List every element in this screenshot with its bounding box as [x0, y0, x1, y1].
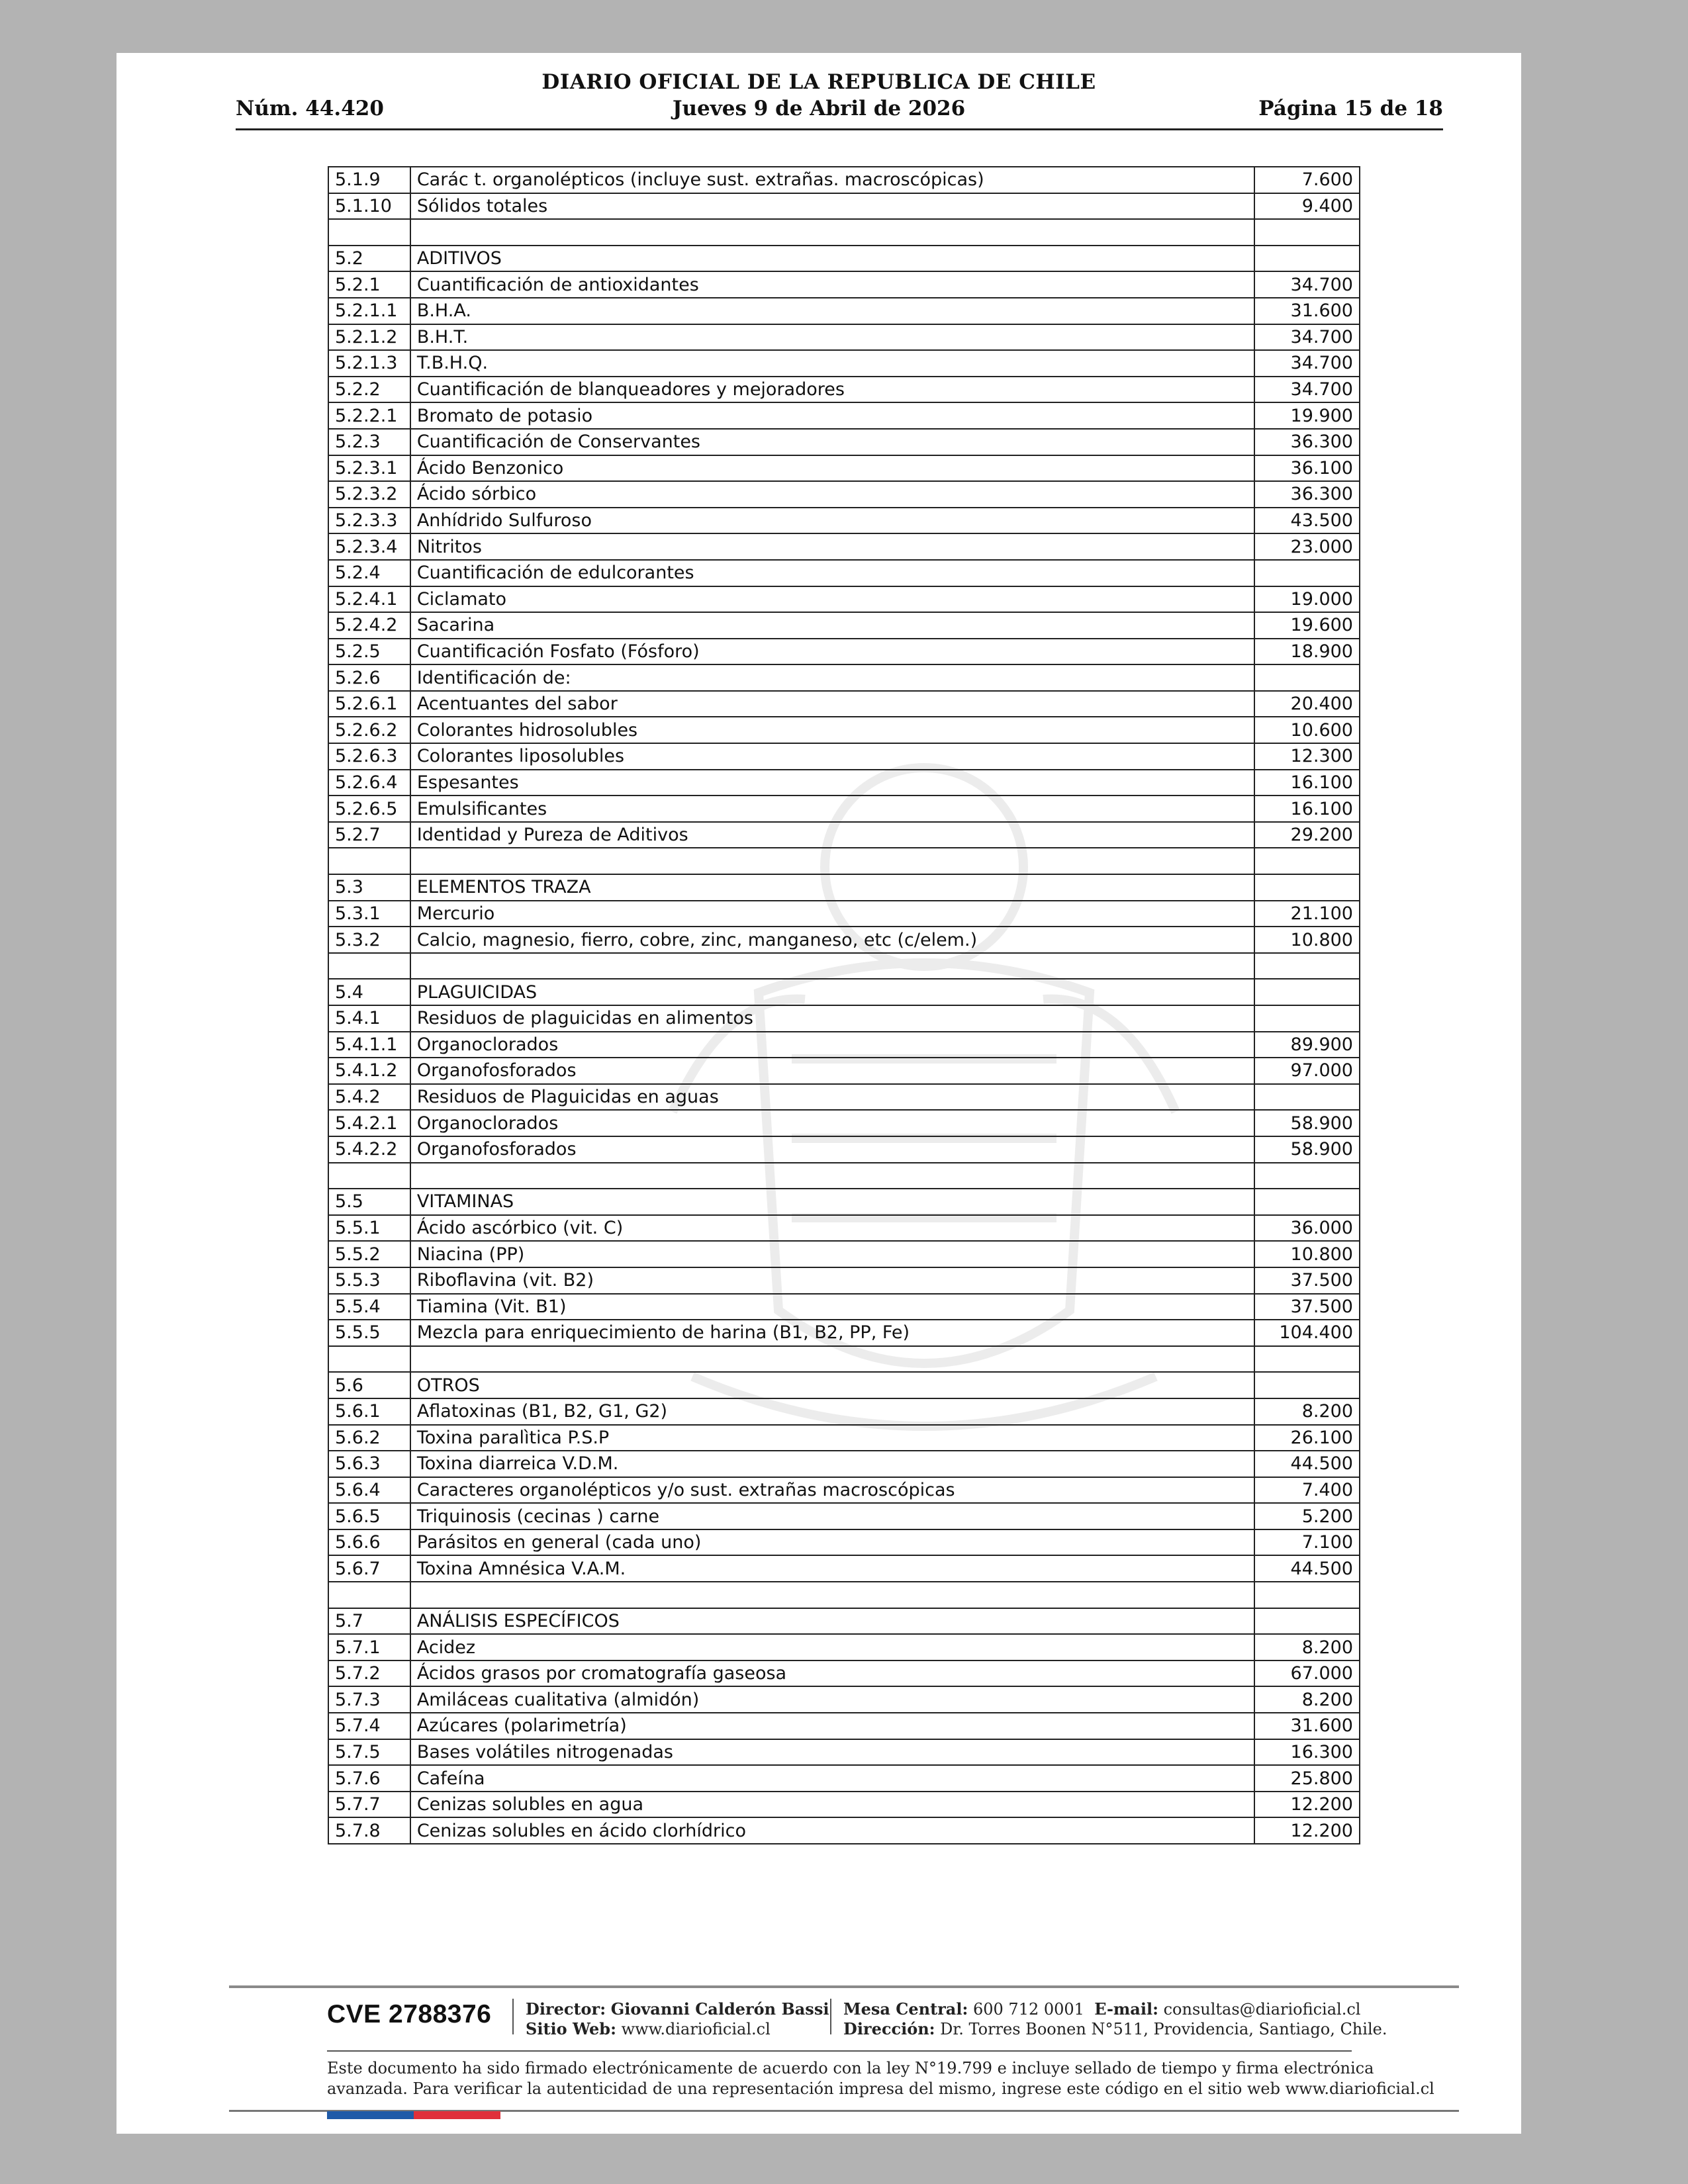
- row-description: Azúcares (polarimetría): [410, 1713, 1254, 1739]
- row-description: Colorantes hidrosolubles: [410, 717, 1254, 743]
- row-value: [1254, 664, 1360, 691]
- row-value: 26.100: [1254, 1425, 1360, 1451]
- row-value: 58.900: [1254, 1110, 1360, 1136]
- row-code: 5.6.2: [328, 1425, 410, 1451]
- row-description: Toxina diarreica V.D.M.: [410, 1451, 1254, 1477]
- row-value: 19.000: [1254, 586, 1360, 613]
- row-value: 5.200: [1254, 1503, 1360, 1529]
- row-description: Cenizas solubles en ácido clorhídrico: [410, 1817, 1254, 1844]
- row-description: Cuantificación de antioxidantes: [410, 271, 1254, 298]
- table-row: [328, 874, 1360, 901]
- row-value: 89.900: [1254, 1032, 1360, 1058]
- row-code: 5.7.3: [328, 1686, 410, 1713]
- email-label: E-mail:: [1094, 1999, 1158, 2019]
- table-row: [328, 298, 1360, 324]
- row-description: ELEMENTOS TRAZA: [410, 874, 1254, 901]
- row-description: Ácido Benzonico: [410, 455, 1254, 482]
- row-value: [1254, 219, 1360, 246]
- row-description: Riboflavina (vit. B2): [410, 1267, 1254, 1294]
- row-value: 8.200: [1254, 1634, 1360, 1661]
- row-code: 5.7.2: [328, 1661, 410, 1687]
- row-code: 5.6: [328, 1372, 410, 1398]
- table-row: [328, 193, 1360, 220]
- row-value: 97.000: [1254, 1058, 1360, 1084]
- row-value: [1254, 979, 1360, 1005]
- row-description: Amiláceas cualitativa (almidón): [410, 1686, 1254, 1713]
- row-value: 36.000: [1254, 1215, 1360, 1242]
- row-value: 7.400: [1254, 1477, 1360, 1504]
- row-description: Toxina paralìtica P.S.P: [410, 1425, 1254, 1451]
- row-code: 5.2.3.2: [328, 481, 410, 508]
- row-code: [328, 848, 410, 874]
- row-code: 5.3.1: [328, 901, 410, 927]
- table-row: [328, 1634, 1360, 1661]
- row-description: Nitritos: [410, 533, 1254, 560]
- table-row: [328, 350, 1360, 377]
- table-row: [328, 1058, 1360, 1084]
- table-row: [328, 612, 1360, 639]
- row-value: 36.300: [1254, 481, 1360, 508]
- row-code: [328, 1163, 410, 1189]
- row-description: Residuos de plaguicidas en alimentos: [410, 1005, 1254, 1032]
- row-description: B.H.A.: [410, 298, 1254, 324]
- row-description: Acentuantes del sabor: [410, 691, 1254, 717]
- table-row: [328, 1398, 1360, 1425]
- row-description: ANÁLISIS ESPECÍFICOS: [410, 1608, 1254, 1635]
- row-description: Identificación de:: [410, 664, 1254, 691]
- table-row: [328, 691, 1360, 717]
- row-value: 23.000: [1254, 533, 1360, 560]
- row-description: Cafeína: [410, 1765, 1254, 1792]
- footer-divider-mid: [327, 2050, 1352, 2052]
- row-code: 5.3.2: [328, 927, 410, 953]
- row-value: [1254, 246, 1360, 272]
- table-row: [328, 770, 1360, 796]
- row-value: 104.400: [1254, 1320, 1360, 1346]
- table-row: [328, 979, 1360, 1005]
- table-row: [328, 1136, 1360, 1163]
- row-code: 5.4.1: [328, 1005, 410, 1032]
- row-value: 10.600: [1254, 717, 1360, 743]
- footer-separator: [830, 1999, 831, 2034]
- row-value: 12.200: [1254, 1792, 1360, 1818]
- row-description: T.B.H.Q.: [410, 350, 1254, 377]
- row-code: 5.4.1.2: [328, 1058, 410, 1084]
- row-value: 16.100: [1254, 770, 1360, 796]
- table-row: [328, 639, 1360, 665]
- row-description: Organoclorados: [410, 1032, 1254, 1058]
- row-value: 20.400: [1254, 691, 1360, 717]
- row-description: Espesantes: [410, 770, 1254, 796]
- header-divider: [236, 128, 1443, 130]
- row-value: [1254, 560, 1360, 586]
- row-description: Tiamina (Vit. B1): [410, 1294, 1254, 1320]
- row-value: [1254, 1346, 1360, 1373]
- row-value: 8.200: [1254, 1686, 1360, 1713]
- row-value: [1254, 848, 1360, 874]
- row-code: 5.6.1: [328, 1398, 410, 1425]
- row-code: 5.3: [328, 874, 410, 901]
- row-code: 5.6.4: [328, 1477, 410, 1504]
- table-row: [328, 1425, 1360, 1451]
- footer-contact-block: [843, 1999, 1387, 2039]
- table-row: [328, 1608, 1360, 1635]
- row-description: Identidad y Pureza de Aditivos: [410, 822, 1254, 848]
- issue-number: Núm. 44.420: [236, 97, 384, 120]
- row-code: 5.5.1: [328, 1215, 410, 1242]
- row-code: 5.4.1.1: [328, 1032, 410, 1058]
- table-row: [328, 1661, 1360, 1687]
- row-value: 29.200: [1254, 822, 1360, 848]
- row-value: 37.500: [1254, 1294, 1360, 1320]
- footer-separator: [512, 1999, 514, 2034]
- row-value: [1254, 1608, 1360, 1635]
- row-description: Sólidos totales: [410, 193, 1254, 220]
- row-code: 5.2.3: [328, 429, 410, 455]
- row-code: 5.7.8: [328, 1817, 410, 1844]
- row-value: [1254, 1189, 1360, 1215]
- address-value: Dr. Torres Boonen N°511, Providencia, Santiago, Chile.: [940, 2020, 1387, 2038]
- row-description: Emulsificantes: [410, 796, 1254, 822]
- table-row: [328, 1503, 1360, 1529]
- issue-date: Jueves 9 de Abril de 2026: [672, 97, 966, 120]
- row-code: 5.5.5: [328, 1320, 410, 1346]
- table-row: [328, 533, 1360, 560]
- table-row: [328, 508, 1360, 534]
- table-row: [328, 1110, 1360, 1136]
- table-row: [328, 927, 1360, 953]
- row-description: Cenizas solubles en agua: [410, 1792, 1254, 1818]
- row-value: [1254, 1372, 1360, 1398]
- row-code: 5.7.6: [328, 1765, 410, 1792]
- row-code: 5.1.9: [328, 167, 410, 193]
- row-code: 5.4: [328, 979, 410, 1005]
- row-value: 31.600: [1254, 1713, 1360, 1739]
- row-description: Parásitos en general (cada uno): [410, 1529, 1254, 1556]
- row-code: 5.2.2: [328, 377, 410, 403]
- row-description: Cuantificación de blanqueadores y mejoradores: [410, 377, 1254, 403]
- row-value: 44.500: [1254, 1451, 1360, 1477]
- cve-code: CVE 2788376: [327, 2000, 492, 2028]
- row-code: 5.7: [328, 1608, 410, 1635]
- legal-line: avanzada. Para verificar la autenticidad de una representación impresa del mismo, ingrese este código en el sitio web www.diarioficial.cl: [327, 2079, 1434, 2098]
- table-row: [328, 324, 1360, 351]
- row-value: [1254, 953, 1360, 979]
- row-description: Mercurio: [410, 901, 1254, 927]
- row-code: 5.5.4: [328, 1294, 410, 1320]
- row-code: 5.2.1: [328, 271, 410, 298]
- table-row: [328, 1241, 1360, 1267]
- table-row: [328, 246, 1360, 272]
- table-row: [328, 1582, 1360, 1608]
- row-value: [1254, 1582, 1360, 1608]
- row-code: 5.6.5: [328, 1503, 410, 1529]
- row-code: [328, 219, 410, 246]
- row-code: 5.2.7: [328, 822, 410, 848]
- row-value: 34.700: [1254, 350, 1360, 377]
- row-value: 34.700: [1254, 324, 1360, 351]
- row-description: Organofosforados: [410, 1136, 1254, 1163]
- table-row: [328, 429, 1360, 455]
- row-description: Mezcla para enriquecimiento de harina (B1, B2, PP, Fe): [410, 1320, 1254, 1346]
- flag-stripe-red: [414, 2111, 500, 2119]
- row-description: Residuos de Plaguicidas en aguas: [410, 1084, 1254, 1111]
- row-code: 5.2.1.1: [328, 298, 410, 324]
- row-code: 5.2.4: [328, 560, 410, 586]
- row-description: OTROS: [410, 1372, 1254, 1398]
- row-code: 5.2.4.2: [328, 612, 410, 639]
- row-description: Carác t. organolépticos (incluye sust. extrañas. macroscópicas): [410, 167, 1254, 193]
- table-row: [328, 717, 1360, 743]
- row-code: 5.5.2: [328, 1241, 410, 1267]
- table-row: [328, 167, 1360, 193]
- table-row: [328, 1163, 1360, 1189]
- row-code: 5.2.6: [328, 664, 410, 691]
- row-description: Niacina (PP): [410, 1241, 1254, 1267]
- row-value: 21.100: [1254, 901, 1360, 927]
- row-code: 5.2.3.3: [328, 508, 410, 534]
- table-row: [328, 1817, 1360, 1844]
- table-row: [328, 377, 1360, 403]
- row-code: 5.5: [328, 1189, 410, 1215]
- row-code: 5.4.2.2: [328, 1136, 410, 1163]
- table-row: [328, 271, 1360, 298]
- row-code: 5.6.7: [328, 1555, 410, 1582]
- row-description: Ácidos grasos por cromatografía gaseosa: [410, 1661, 1254, 1687]
- row-code: 5.2.6.4: [328, 770, 410, 796]
- table-row: [328, 1032, 1360, 1058]
- row-code: 5.4.2.1: [328, 1110, 410, 1136]
- row-code: 5.2.6.1: [328, 691, 410, 717]
- row-description: Sacarina: [410, 612, 1254, 639]
- row-description: ADITIVOS: [410, 246, 1254, 272]
- email-link[interactable]: consultas@diarioficial.cl: [1163, 2000, 1361, 2019]
- table-row: [328, 402, 1360, 429]
- row-description: [410, 953, 1254, 979]
- footer-director-block: [526, 1999, 829, 2039]
- table-row: [328, 1005, 1360, 1032]
- row-description: [410, 848, 1254, 874]
- row-description: [410, 1163, 1254, 1189]
- table-row: [328, 1189, 1360, 1215]
- table-row: [328, 1739, 1360, 1766]
- row-value: 10.800: [1254, 1241, 1360, 1267]
- row-description: [410, 219, 1254, 246]
- row-code: 5.7.5: [328, 1739, 410, 1766]
- table-row: [328, 664, 1360, 691]
- row-description: Ácido ascórbico (vit. C): [410, 1215, 1254, 1242]
- table-row: [328, 1529, 1360, 1556]
- row-code: 5.2.6.2: [328, 717, 410, 743]
- row-code: 5.2.5: [328, 639, 410, 665]
- table-row: [328, 455, 1360, 482]
- row-description: Cuantificación de Conservantes: [410, 429, 1254, 455]
- table-row: [328, 1451, 1360, 1477]
- row-value: 36.100: [1254, 455, 1360, 482]
- table-row: [328, 1346, 1360, 1373]
- row-code: 5.2.1.2: [328, 324, 410, 351]
- row-code: 5.5.3: [328, 1267, 410, 1294]
- table-row: [328, 1084, 1360, 1111]
- table-row: [328, 1267, 1360, 1294]
- table-row: [328, 1477, 1360, 1504]
- row-description: B.H.T.: [410, 324, 1254, 351]
- row-description: Aflatoxinas (B1, B2, G1, G2): [410, 1398, 1254, 1425]
- web-label: Sitio Web:: [526, 2019, 616, 2038]
- row-description: Caracteres organolépticos y/o sust. extrañas macroscópicas: [410, 1477, 1254, 1504]
- row-value: 16.100: [1254, 796, 1360, 822]
- row-code: 5.1.10: [328, 193, 410, 220]
- row-code: 5.6.3: [328, 1451, 410, 1477]
- table-row: [328, 1320, 1360, 1346]
- row-description: Bases volátiles nitrogenadas: [410, 1739, 1254, 1766]
- table-row: [328, 848, 1360, 874]
- row-value: 19.600: [1254, 612, 1360, 639]
- row-description: Organoclorados: [410, 1110, 1254, 1136]
- row-code: 5.7.1: [328, 1634, 410, 1661]
- table-row: [328, 1713, 1360, 1739]
- address-label: Dirección:: [843, 2019, 935, 2038]
- flag-stripe-blue: [327, 2111, 414, 2119]
- row-code: [328, 1346, 410, 1373]
- row-value: 58.900: [1254, 1136, 1360, 1163]
- row-code: 5.2.4.1: [328, 586, 410, 613]
- table-row: [328, 1215, 1360, 1242]
- table-row: [328, 901, 1360, 927]
- table-row: [328, 560, 1360, 586]
- table-row: [328, 1686, 1360, 1713]
- row-value: 7.600: [1254, 167, 1360, 193]
- table-row: [328, 1372, 1360, 1398]
- row-description: Organofosforados: [410, 1058, 1254, 1084]
- web-link[interactable]: www.diarioficial.cl: [621, 2020, 771, 2038]
- row-value: 7.100: [1254, 1529, 1360, 1556]
- row-description: Ácido sórbico: [410, 481, 1254, 508]
- row-description: Calcio, magnesio, fierro, cobre, zinc, manganeso, etc (c/elem.): [410, 927, 1254, 953]
- table-row: [328, 1555, 1360, 1582]
- director-name: Giovanni Calderón Bassi: [610, 1999, 829, 2019]
- row-description: Colorantes liposolubles: [410, 743, 1254, 770]
- table-row: [328, 1294, 1360, 1320]
- newspaper-title: DIARIO OFICIAL DE LA REPUBLICA DE CHILE: [541, 70, 1096, 94]
- row-code: 5.2.1.3: [328, 350, 410, 377]
- row-value: [1254, 1005, 1360, 1032]
- legal-line: Este documento ha sido firmado electrónicamente de acuerdo con la ley N°19.799 e incluye sellado de tiempo y firma electrónica: [327, 2059, 1374, 2077]
- row-code: 5.2.6.5: [328, 796, 410, 822]
- row-description: Cuantificación de edulcorantes: [410, 560, 1254, 586]
- table-row: [328, 481, 1360, 508]
- row-value: 12.200: [1254, 1817, 1360, 1844]
- row-code: 5.4.2: [328, 1084, 410, 1111]
- row-value: [1254, 1163, 1360, 1189]
- row-code: 5.7.4: [328, 1713, 410, 1739]
- row-value: 16.300: [1254, 1739, 1360, 1766]
- row-description: Bromato de potasio: [410, 402, 1254, 429]
- row-code: 5.2.2.1: [328, 402, 410, 429]
- footer-divider-top: [229, 1985, 1459, 1988]
- table-row: [328, 1792, 1360, 1818]
- table-row: [328, 586, 1360, 613]
- row-value: 44.500: [1254, 1555, 1360, 1582]
- row-value: 10.800: [1254, 927, 1360, 953]
- row-code: 5.7.7: [328, 1792, 410, 1818]
- row-description: Triquinosis (cecinas ) carne: [410, 1503, 1254, 1529]
- row-code: [328, 1582, 410, 1608]
- row-value: [1254, 1084, 1360, 1111]
- row-description: [410, 1582, 1254, 1608]
- fees-table: [328, 166, 1360, 1844]
- row-value: 19.900: [1254, 402, 1360, 429]
- table-row: [328, 953, 1360, 979]
- row-value: 37.500: [1254, 1267, 1360, 1294]
- row-code: 5.2.3.1: [328, 455, 410, 482]
- row-description: Toxina Amnésica V.A.M.: [410, 1555, 1254, 1582]
- row-value: 12.300: [1254, 743, 1360, 770]
- row-value: [1254, 874, 1360, 901]
- row-value: 18.900: [1254, 639, 1360, 665]
- row-description: PLAGUICIDAS: [410, 979, 1254, 1005]
- row-value: 31.600: [1254, 298, 1360, 324]
- row-code: 5.2.6.3: [328, 743, 410, 770]
- row-value: 8.200: [1254, 1398, 1360, 1425]
- row-description: Acidez: [410, 1634, 1254, 1661]
- row-code: [328, 953, 410, 979]
- legal-notice: [327, 2058, 1434, 2099]
- row-description: Cuantificación Fosfato (Fósforo): [410, 639, 1254, 665]
- row-code: 5.2.3.4: [328, 533, 410, 560]
- row-description: Anhídrido Sulfuroso: [410, 508, 1254, 534]
- row-description: [410, 1346, 1254, 1373]
- phone-value: 600 712 0001: [972, 2000, 1084, 2019]
- row-value: 67.000: [1254, 1661, 1360, 1687]
- row-code: 5.6.6: [328, 1529, 410, 1556]
- row-value: 43.500: [1254, 508, 1360, 534]
- director-label: Director:: [526, 1999, 606, 2019]
- row-value: 34.700: [1254, 271, 1360, 298]
- table-row: [328, 822, 1360, 848]
- table-row: [328, 743, 1360, 770]
- row-value: 34.700: [1254, 377, 1360, 403]
- row-value: 25.800: [1254, 1765, 1360, 1792]
- page-number: Página 15 de 18: [1258, 97, 1443, 120]
- table-row: [328, 796, 1360, 822]
- table-row: [328, 219, 1360, 246]
- row-value: 36.300: [1254, 429, 1360, 455]
- table-row: [328, 1765, 1360, 1792]
- row-description: Ciclamato: [410, 586, 1254, 613]
- phone-label: Mesa Central:: [843, 1999, 968, 2019]
- row-code: 5.2: [328, 246, 410, 272]
- row-description: VITAMINAS: [410, 1189, 1254, 1215]
- row-value: 9.400: [1254, 193, 1360, 220]
